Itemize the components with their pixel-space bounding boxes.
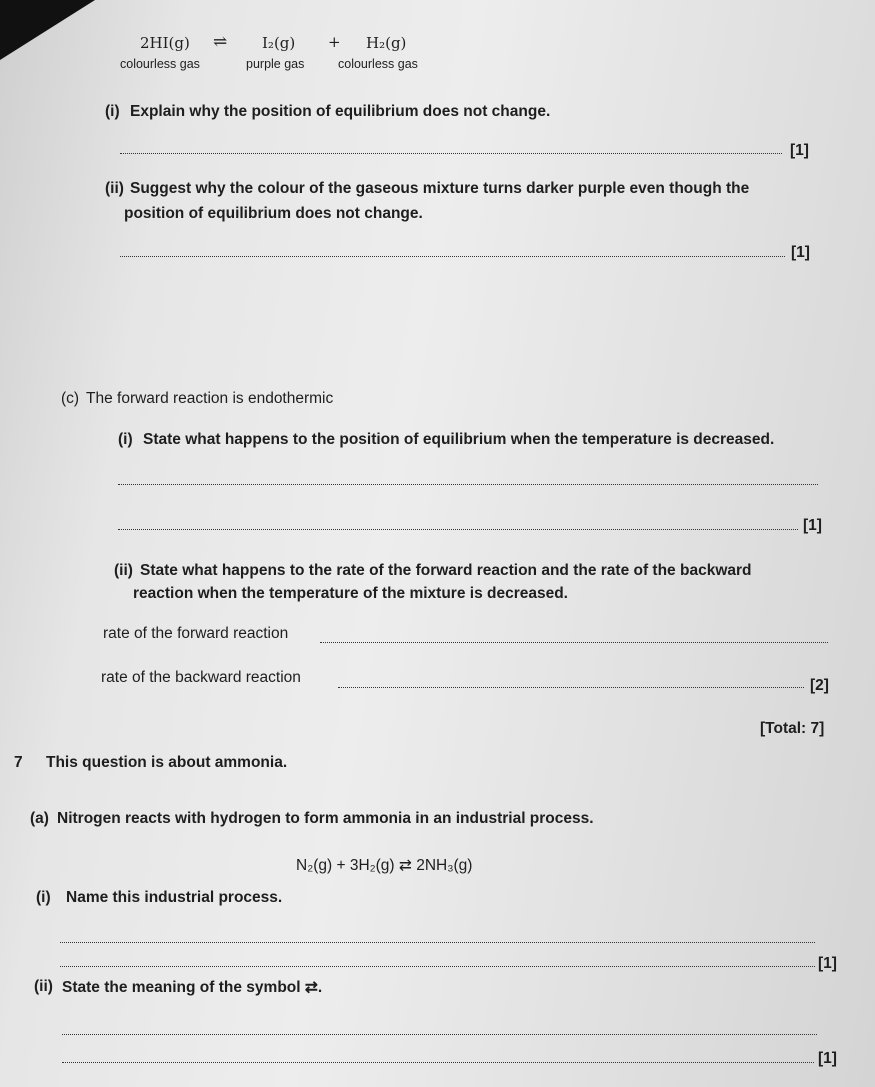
label-purple-gas: purple gas <box>246 57 305 71</box>
backward-rate-label: rate of the backward reaction <box>101 669 301 686</box>
equation-reactant: 2HI(g) <box>140 34 190 52</box>
equation-product-iodine: I₂(g) <box>262 34 296 52</box>
answer-line[interactable] <box>62 1062 814 1063</box>
part-c-label: (c) <box>61 390 80 407</box>
mark-allocation: [2] <box>810 677 829 694</box>
forward-rate-answer-line[interactable] <box>320 642 828 643</box>
answer-line[interactable] <box>60 966 815 967</box>
mark-allocation: [1] <box>818 955 837 972</box>
dark-corner-shadow <box>0 0 95 60</box>
answer-line[interactable] <box>120 256 785 257</box>
answer-line[interactable] <box>120 153 782 154</box>
mark-allocation: [1] <box>790 142 809 159</box>
question-7a-ii-text: State the meaning of the symbol ⇄. <box>62 979 323 996</box>
mark-allocation: [1] <box>791 244 810 261</box>
question-b-i-text: Explain why the position of equilibrium does not change. <box>130 103 551 120</box>
mark-allocation: [1] <box>803 517 822 534</box>
question-7a-label: (a) <box>30 810 49 827</box>
answer-line[interactable] <box>118 484 818 485</box>
question-7a-ii-number: (ii) <box>34 978 53 995</box>
mark-allocation: [1] <box>818 1050 837 1067</box>
ammonia-equation: N₂(g) + 3H₂(g) ⇄ 2NH₃(g) <box>296 857 473 874</box>
backward-rate-answer-line[interactable] <box>338 687 804 688</box>
answer-line[interactable] <box>62 1034 817 1035</box>
answer-line[interactable] <box>60 942 815 943</box>
question-c-ii-number: (ii) <box>114 562 133 579</box>
answer-line[interactable] <box>118 529 798 530</box>
question-c-i-number: (i) <box>118 431 133 448</box>
part-c-intro: The forward reaction is endothermic <box>86 390 334 407</box>
total-marks: [Total: 7] <box>760 720 825 737</box>
question-c-ii-line1: State what happens to the rate of the forward reaction and the rate of the backward <box>140 562 752 579</box>
question-b-ii-line1: Suggest why the colour of the gaseous mixture turns darker purple even though the <box>130 180 750 197</box>
label-colourless-gas-1: colourless gas <box>120 57 200 71</box>
question-7a-text: Nitrogen reacts with hydrogen to form ammonia in an industrial process. <box>57 810 594 827</box>
question-7a-i-text: Name this industrial process. <box>66 889 283 906</box>
label-colourless-gas-2: colourless gas <box>338 57 418 71</box>
equation-product-hydrogen: H₂(g) <box>366 34 407 52</box>
question-c-ii-line2: reaction when the temperature of the mixture is decreased. <box>133 585 568 602</box>
forward-rate-label: rate of the forward reaction <box>103 625 289 642</box>
equation-plus: + <box>328 33 341 51</box>
question-7-intro: This question is about ammonia. <box>46 754 288 771</box>
question-7-number: 7 <box>14 754 23 771</box>
question-c-i-text: State what happens to the position of equilibrium when the temperature is decreased. <box>143 431 775 448</box>
question-7a-i-number: (i) <box>36 889 51 906</box>
question-b-ii-number: (ii) <box>105 180 124 197</box>
equilibrium-arrow: ⇌ <box>213 32 228 52</box>
question-b-ii-line2: position of equilibrium does not change. <box>124 205 423 222</box>
question-b-i-number: (i) <box>105 103 120 120</box>
